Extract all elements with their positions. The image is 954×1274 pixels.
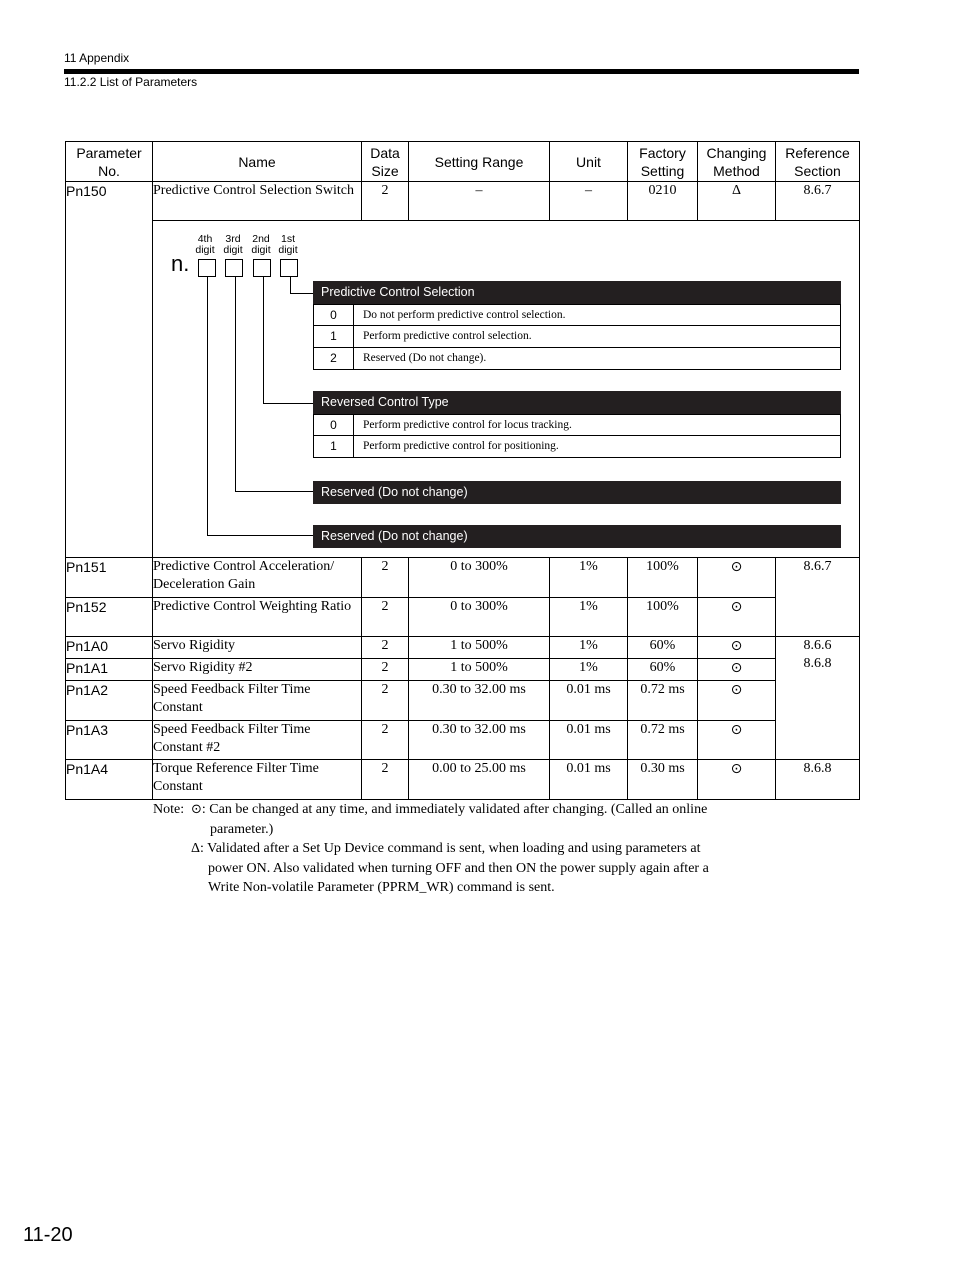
option-row bbox=[313, 414, 841, 436]
changing-method: ⊙ bbox=[698, 598, 776, 637]
option-block-predictive-control-selection bbox=[313, 281, 841, 370]
option-key: 0 bbox=[314, 305, 354, 325]
setting-range: 0 to 300% bbox=[409, 598, 550, 637]
column-header-setting-range: Setting Range bbox=[409, 142, 550, 182]
online-change-icon: ⊙ bbox=[191, 802, 202, 817]
digit-diagram-cell bbox=[153, 221, 860, 558]
connector-line bbox=[290, 277, 291, 293]
param-no: Pn151 bbox=[66, 558, 153, 598]
option-row bbox=[313, 436, 841, 458]
digit-label-2nd: 2nd digit bbox=[251, 233, 271, 256]
digit-label-4th: 4th digit bbox=[195, 233, 215, 256]
param-no: Pn152 bbox=[66, 598, 153, 637]
factory-setting: 0.72 ms bbox=[628, 681, 698, 721]
param-name: Speed Feedback Filter Time Constant #2 bbox=[153, 721, 362, 760]
table-row bbox=[66, 558, 860, 598]
note-online bbox=[153, 800, 753, 820]
table-row bbox=[66, 598, 860, 637]
note-delta-text-cont: power ON. Also validated when turning OFF and then ON the power supply again after a bbox=[208, 860, 709, 876]
diagram-row bbox=[66, 221, 860, 558]
option-row bbox=[313, 348, 841, 370]
connector-line bbox=[263, 403, 313, 404]
option-key: 2 bbox=[314, 348, 354, 369]
param-no: Pn1A3 bbox=[66, 721, 153, 760]
changing-method: ⊙ bbox=[698, 760, 776, 800]
changing-method: ⊙ bbox=[698, 721, 776, 760]
option-value: Perform predictive control for positioning. bbox=[363, 440, 559, 452]
parameter-prefix: n. bbox=[171, 251, 190, 276]
reference-section: 8.6.7 bbox=[776, 182, 860, 221]
data-size: 2 bbox=[362, 659, 409, 681]
unit: 1% bbox=[550, 659, 628, 681]
data-size: 2 bbox=[362, 637, 409, 659]
option-value: Do not perform predictive control selection. bbox=[363, 309, 566, 321]
setting-range: 0.30 to 32.00 ms bbox=[409, 721, 550, 760]
param-name: Servo Rigidity #2 bbox=[153, 659, 362, 681]
connector-line bbox=[290, 293, 313, 294]
note-delta-text: : Validated after a Set Up Device command is sent, when loading and using parameters at bbox=[200, 841, 701, 856]
table-row bbox=[66, 760, 860, 800]
note-online-text: : Can be changed at any time, and immediately validated after changing. (Called an online bbox=[201, 802, 708, 817]
delta-icon: Δ bbox=[191, 841, 201, 856]
digit-label-3rd: 3rd digit bbox=[223, 233, 243, 256]
data-size: 2 bbox=[362, 598, 409, 637]
column-header-reference-section: Reference Section bbox=[776, 142, 860, 182]
setting-range: 0.30 to 32.00 ms bbox=[409, 681, 550, 721]
option-block-reserved-4th bbox=[313, 525, 841, 548]
block-title: Predictive Control Selection bbox=[313, 281, 841, 304]
connector-line bbox=[235, 491, 313, 492]
option-value: Reserved (Do not change). bbox=[363, 352, 487, 364]
table-row bbox=[66, 182, 860, 221]
setting-range: 0 to 300% bbox=[409, 558, 550, 598]
unit: 0.01 ms bbox=[550, 760, 628, 800]
digit-box-2nd bbox=[253, 259, 271, 277]
param-no: Pn150 bbox=[66, 182, 153, 558]
table-row bbox=[66, 637, 860, 659]
parameter-table bbox=[65, 141, 860, 800]
digit-diagram bbox=[153, 221, 859, 557]
block-title: Reserved (Do not change) bbox=[313, 525, 841, 548]
connector-line bbox=[235, 277, 236, 491]
digit-box-4th bbox=[198, 259, 216, 277]
block-title: Reserved (Do not change) bbox=[313, 481, 841, 504]
connector-line bbox=[207, 535, 313, 536]
factory-setting: 100% bbox=[628, 598, 698, 637]
note-online-text-cont: parameter.) bbox=[210, 821, 274, 837]
option-key: 1 bbox=[314, 326, 354, 347]
setting-range: 0.00 to 25.00 ms bbox=[409, 760, 550, 800]
block-title: Reversed Control Type bbox=[313, 391, 841, 414]
data-size: 2 bbox=[362, 681, 409, 721]
column-header-name: Name bbox=[153, 142, 362, 182]
column-header-unit: Unit bbox=[550, 142, 628, 182]
param-no: Pn1A2 bbox=[66, 681, 153, 721]
option-value: Perform predictive control selection. bbox=[363, 330, 532, 342]
table-note bbox=[153, 800, 753, 898]
column-header-changing-method: Changing Method bbox=[698, 142, 776, 182]
connector-line bbox=[263, 277, 264, 403]
factory-setting: 0.72 ms bbox=[628, 721, 698, 760]
table-row bbox=[66, 659, 860, 681]
setting-range: 1 to 500% bbox=[409, 659, 550, 681]
note-delta bbox=[153, 839, 753, 859]
reference-section: 8.6.8 bbox=[776, 760, 860, 800]
option-value: Perform predictive control for locus tracking. bbox=[363, 419, 572, 431]
column-header-factory-setting: Factory Setting bbox=[628, 142, 698, 182]
factory-setting: 60% bbox=[628, 659, 698, 681]
changing-method: Δ bbox=[698, 182, 776, 221]
table-header-row bbox=[66, 142, 860, 182]
option-row bbox=[313, 304, 841, 326]
column-header-param-no: Parameter No. bbox=[66, 142, 153, 182]
param-no: Pn1A0 bbox=[66, 637, 153, 659]
param-name: Predictive Control Weighting Ratio bbox=[153, 598, 362, 637]
note-label: Note: bbox=[153, 802, 185, 817]
reference-section: 8.6.6 8.6.8 bbox=[776, 637, 860, 760]
unit: – bbox=[550, 182, 628, 221]
param-name: Torque Reference Filter Time Constant bbox=[153, 760, 362, 800]
unit: 0.01 ms bbox=[550, 681, 628, 721]
unit: 1% bbox=[550, 558, 628, 598]
page-number: 11-20 bbox=[23, 1224, 73, 1246]
option-key: 1 bbox=[314, 436, 354, 457]
digit-box-1st bbox=[280, 259, 298, 277]
data-size: 2 bbox=[362, 721, 409, 760]
unit: 1% bbox=[550, 637, 628, 659]
setting-range: 1 to 500% bbox=[409, 637, 550, 659]
option-row bbox=[313, 326, 841, 348]
param-no: Pn1A4 bbox=[66, 760, 153, 800]
data-size: 2 bbox=[362, 558, 409, 598]
option-key: 0 bbox=[314, 415, 354, 435]
param-no: Pn1A1 bbox=[66, 659, 153, 681]
factory-setting: 0210 bbox=[628, 182, 698, 221]
digit-box-3rd bbox=[225, 259, 243, 277]
table-row bbox=[66, 681, 860, 721]
unit: 1% bbox=[550, 598, 628, 637]
changing-method: ⊙ bbox=[698, 637, 776, 659]
header-rule bbox=[64, 69, 859, 74]
changing-method: ⊙ bbox=[698, 659, 776, 681]
column-header-data-size: Data Size bbox=[362, 142, 409, 182]
option-block-reversed-control-type bbox=[313, 391, 841, 458]
param-name: Predictive Control Selection Switch bbox=[153, 182, 362, 221]
note-delta-text-cont: Write Non-volatile Parameter (PPRM_WR) command is sent. bbox=[208, 880, 555, 895]
data-size: 2 bbox=[362, 760, 409, 800]
factory-setting: 0.30 ms bbox=[628, 760, 698, 800]
param-name: Predictive Control Acceleration/ Deceleration Gain bbox=[153, 558, 362, 598]
chapter-heading: 11 Appendix bbox=[64, 51, 130, 65]
factory-setting: 60% bbox=[628, 637, 698, 659]
param-name: Speed Feedback Filter Time Constant bbox=[153, 681, 362, 721]
section-heading: 11.2.2 List of Parameters bbox=[64, 75, 198, 89]
setting-range: – bbox=[409, 182, 550, 221]
digit-label-1st: 1st digit bbox=[278, 233, 298, 256]
param-name: Servo Rigidity bbox=[153, 637, 362, 659]
changing-method: ⊙ bbox=[698, 558, 776, 598]
changing-method: ⊙ bbox=[698, 681, 776, 721]
option-block-reserved-3rd bbox=[313, 481, 841, 504]
unit: 0.01 ms bbox=[550, 721, 628, 760]
table-row bbox=[66, 721, 860, 760]
connector-line bbox=[207, 277, 208, 535]
reference-section: 8.6.7 bbox=[776, 558, 860, 637]
factory-setting: 100% bbox=[628, 558, 698, 598]
data-size: 2 bbox=[362, 182, 409, 221]
